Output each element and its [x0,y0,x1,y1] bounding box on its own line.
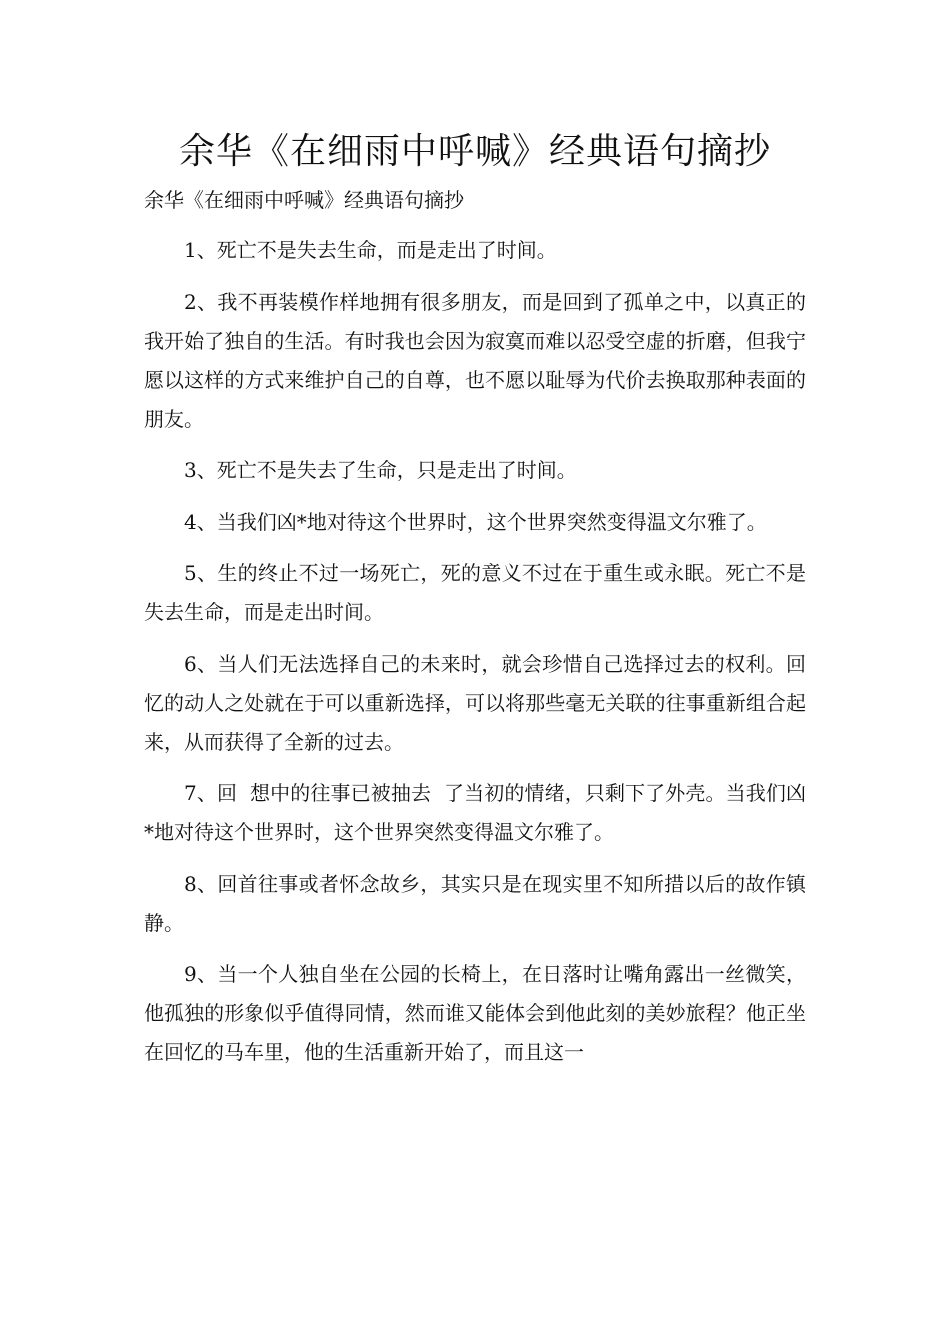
paragraph-7: 7、回 想中的往事已被抽去 了当初的情绪，只剩下了外壳。当我们凶*地对待这个世界时，这个世界突然变得温文尔雅了。 [144,781,806,844]
document-subtitle: 余华《在细雨中呼喊》经典语句摘抄 [144,188,464,212]
paragraph-3: 3、死亡不是失去了生命，只是走出了时间。 [184,458,577,482]
paragraph-1: 1、死亡不是失去生命，而是走出了时间。 [184,238,557,262]
paragraph-9: 9、当一个人独自坐在公园的长椅上，在日落时让嘴角露出一丝微笑，他孤独的形象似乎值得同情，然而谁又能体会到他此刻的美妙旅程？他正坐在回忆的马车里，他的生活重新开始了，而且这一 [144,962,806,1064]
paragraph-4: 4、当我们凶*地对待这个世界时，这个世界突然变得温文尔雅了。 [184,509,767,534]
paragraph-6: 6、当人们无法选择自己的未来时，就会珍惜自己选择过去的权利。回忆的动人之处就在于可以重新选择，可以将那些毫无关联的往事重新组合起来，从而获得了全新的过去。 [144,651,806,754]
document-title: 余华《在细雨中呼喊》经典语句摘抄 [178,131,771,172]
paragraph-2: 2、我不再装模作样地拥有很多朋友，而是回到了孤单之中，以真正的我开始了独自的生活。有时我也会因为寂寞而难以忍受空虚的折磨，但我宁愿以这样的方式来维护自己的自尊，也不愿以耻辱为代价去换取那种表面的朋友。 [144,289,806,431]
paragraph-5: 5、生的终止不过一场死亡，死的意义不过在于重生或永眠。死亡不是失去生命，而是走出时间。 [144,561,806,624]
document-body [144,231,806,1085]
paragraph-8: 8、回首往事或者怀念故乡，其实只是在现实里不知所措以后的故作镇静。 [144,871,806,935]
